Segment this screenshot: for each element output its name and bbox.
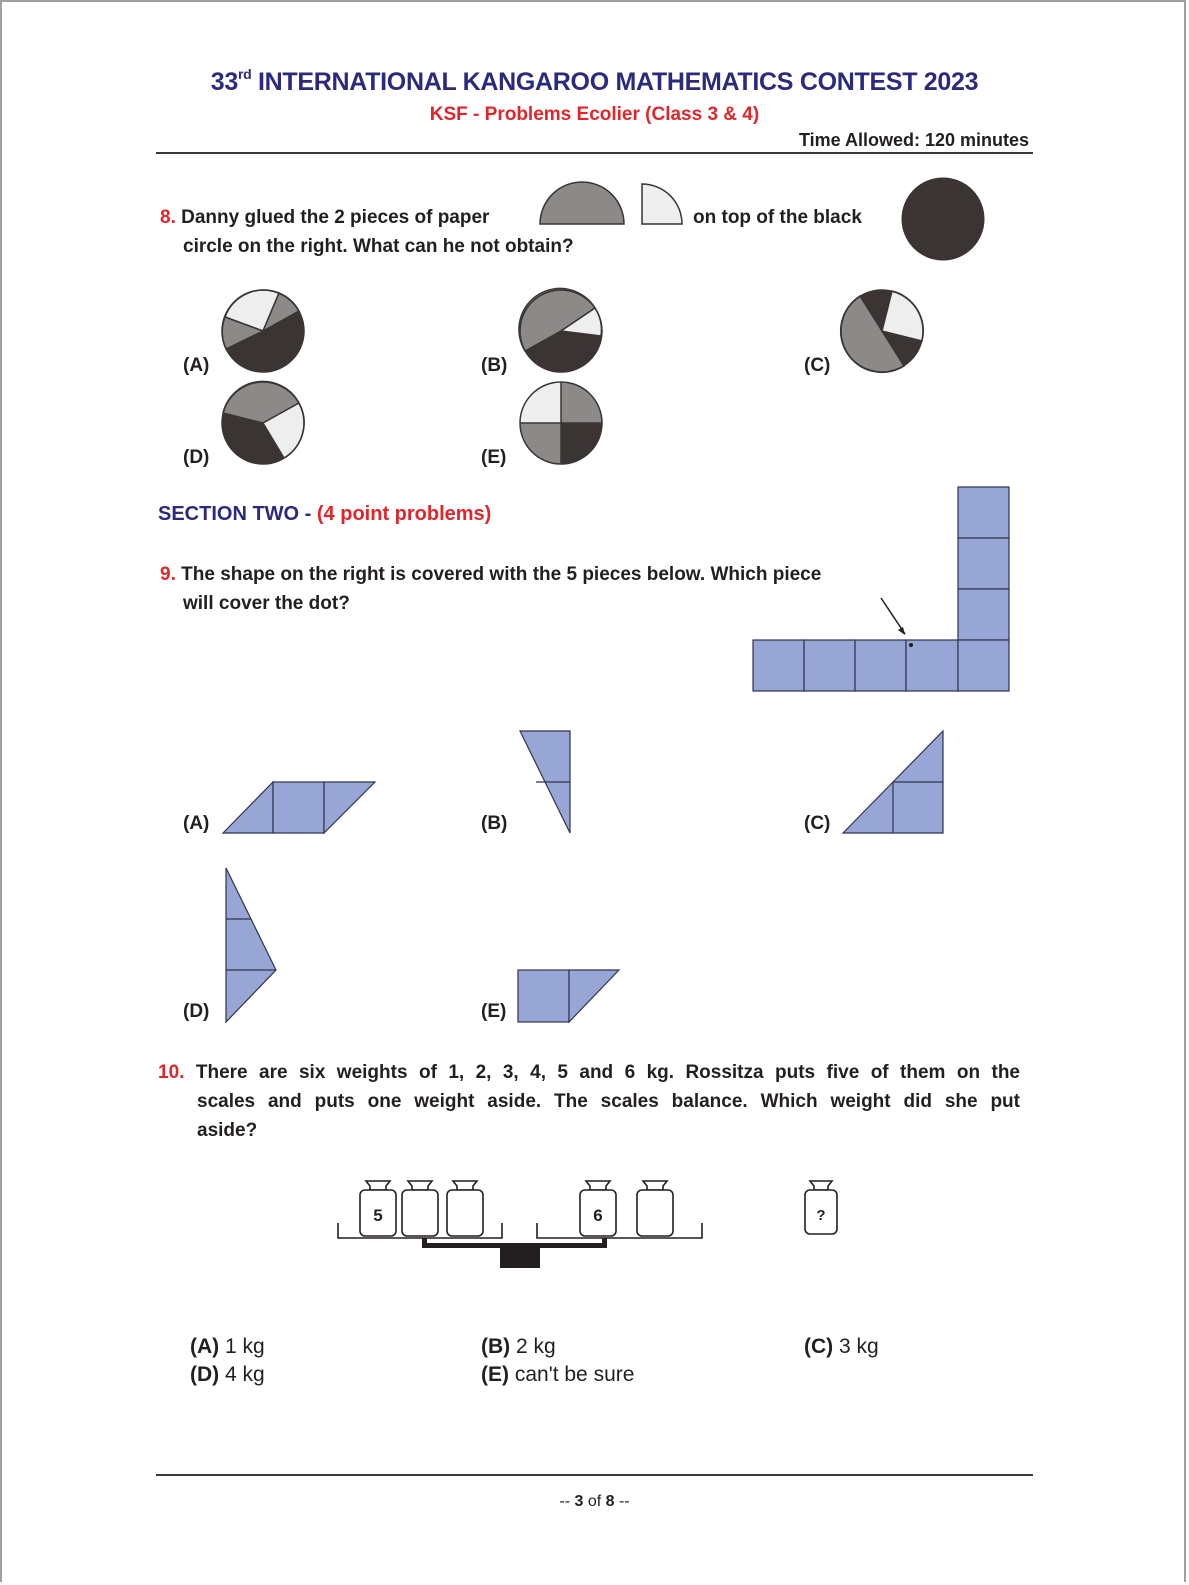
section-heading: SECTION TWO - (4 point problems): [158, 503, 492, 525]
l-shape-figure: [752, 486, 1012, 694]
weight-label-5: 5: [373, 1206, 383, 1225]
q8-option-c-circle[interactable]: [840, 289, 926, 375]
time-allowed: Time Allowed: 120 minutes: [798, 130, 1029, 150]
header-divider: [156, 152, 1033, 154]
q8-option-b-label: (B): [481, 355, 508, 376]
balance-scale: [330, 1175, 850, 1275]
q10-answer-e[interactable]: (E) can't be sure: [481, 1363, 635, 1386]
q9-option-c-label: (C): [804, 813, 831, 834]
q9-option-b-label: (B): [481, 813, 508, 834]
footer-divider: [156, 1474, 1033, 1476]
q8-option-d-label: (D): [183, 447, 210, 468]
q10-text-line1: 10. There are six weights of 1, 2, 3, 4, 5 and 6 kg. Rossitza puts five of them on the: [158, 1062, 1020, 1083]
semicircle-piece: [538, 180, 628, 230]
page-number: -- 3 of 8 --: [559, 1493, 630, 1510]
q10-answer-d[interactable]: (D) 4 kg: [190, 1363, 265, 1386]
q10-text-line3: aside?: [197, 1120, 258, 1141]
q9-option-b-piece[interactable]: [519, 730, 573, 836]
weight-icon: [637, 1181, 673, 1236]
q9-text-line2: will cover the dot?: [183, 593, 350, 614]
q9-option-e-piece[interactable]: [517, 969, 623, 1025]
page-subtitle: KSF - Problems Ecolier (Class 3 & 4): [429, 104, 760, 125]
q9-option-a-label: (A): [183, 813, 210, 834]
target-dot: [909, 643, 913, 647]
q8-option-e-label: (E): [481, 447, 507, 468]
q8-option-d-circle[interactable]: [221, 381, 307, 467]
q10-text-line2: scales and puts one weight aside. The scales balance. Which weight did she put: [197, 1091, 1020, 1112]
q8-text-line2: circle on the right. What can he not obtain?: [183, 236, 574, 257]
aside-weight: [800, 1175, 850, 1245]
black-circle: [900, 176, 990, 266]
q10-answer-c[interactable]: (C) 3 kg: [804, 1335, 879, 1358]
q8-option-a-circle[interactable]: [221, 289, 307, 375]
weight-icon: [402, 1181, 438, 1236]
q9-option-a-piece[interactable]: [222, 781, 378, 835]
q9-option-d-label: (D): [183, 1001, 210, 1022]
q8-text-line1-end: on top of the black: [693, 207, 862, 228]
q9-option-c-piece[interactable]: [842, 730, 946, 836]
q10-answer-b[interactable]: (B) 2 kg: [481, 1335, 556, 1358]
q8-option-e-circle[interactable]: [519, 381, 605, 467]
q9-option-d-piece[interactable]: [225, 867, 281, 1025]
weight-icon: [447, 1181, 483, 1236]
q8-option-a-label: (A): [183, 355, 210, 376]
q9-text-line1: 9. The shape on the right is covered with the 5 pieces below. Which piece: [160, 564, 822, 585]
q9-option-e-label: (E): [481, 1001, 507, 1022]
q8-text-line1: 8. Danny glued the 2 pieces of paper: [160, 207, 490, 228]
page-title: 33rd INTERNATIONAL KANGAROO MATHEMATICS CONTEST 2023: [210, 66, 979, 96]
q8-option-c-label: (C): [804, 355, 831, 376]
weight-label-unknown: ?: [816, 1207, 826, 1224]
q10-answer-a[interactable]: (A) 1 kg: [190, 1335, 265, 1358]
q8-option-b-circle[interactable]: [519, 289, 605, 375]
weight-label-6: 6: [593, 1206, 603, 1225]
quarter-circle-piece: [640, 182, 690, 228]
